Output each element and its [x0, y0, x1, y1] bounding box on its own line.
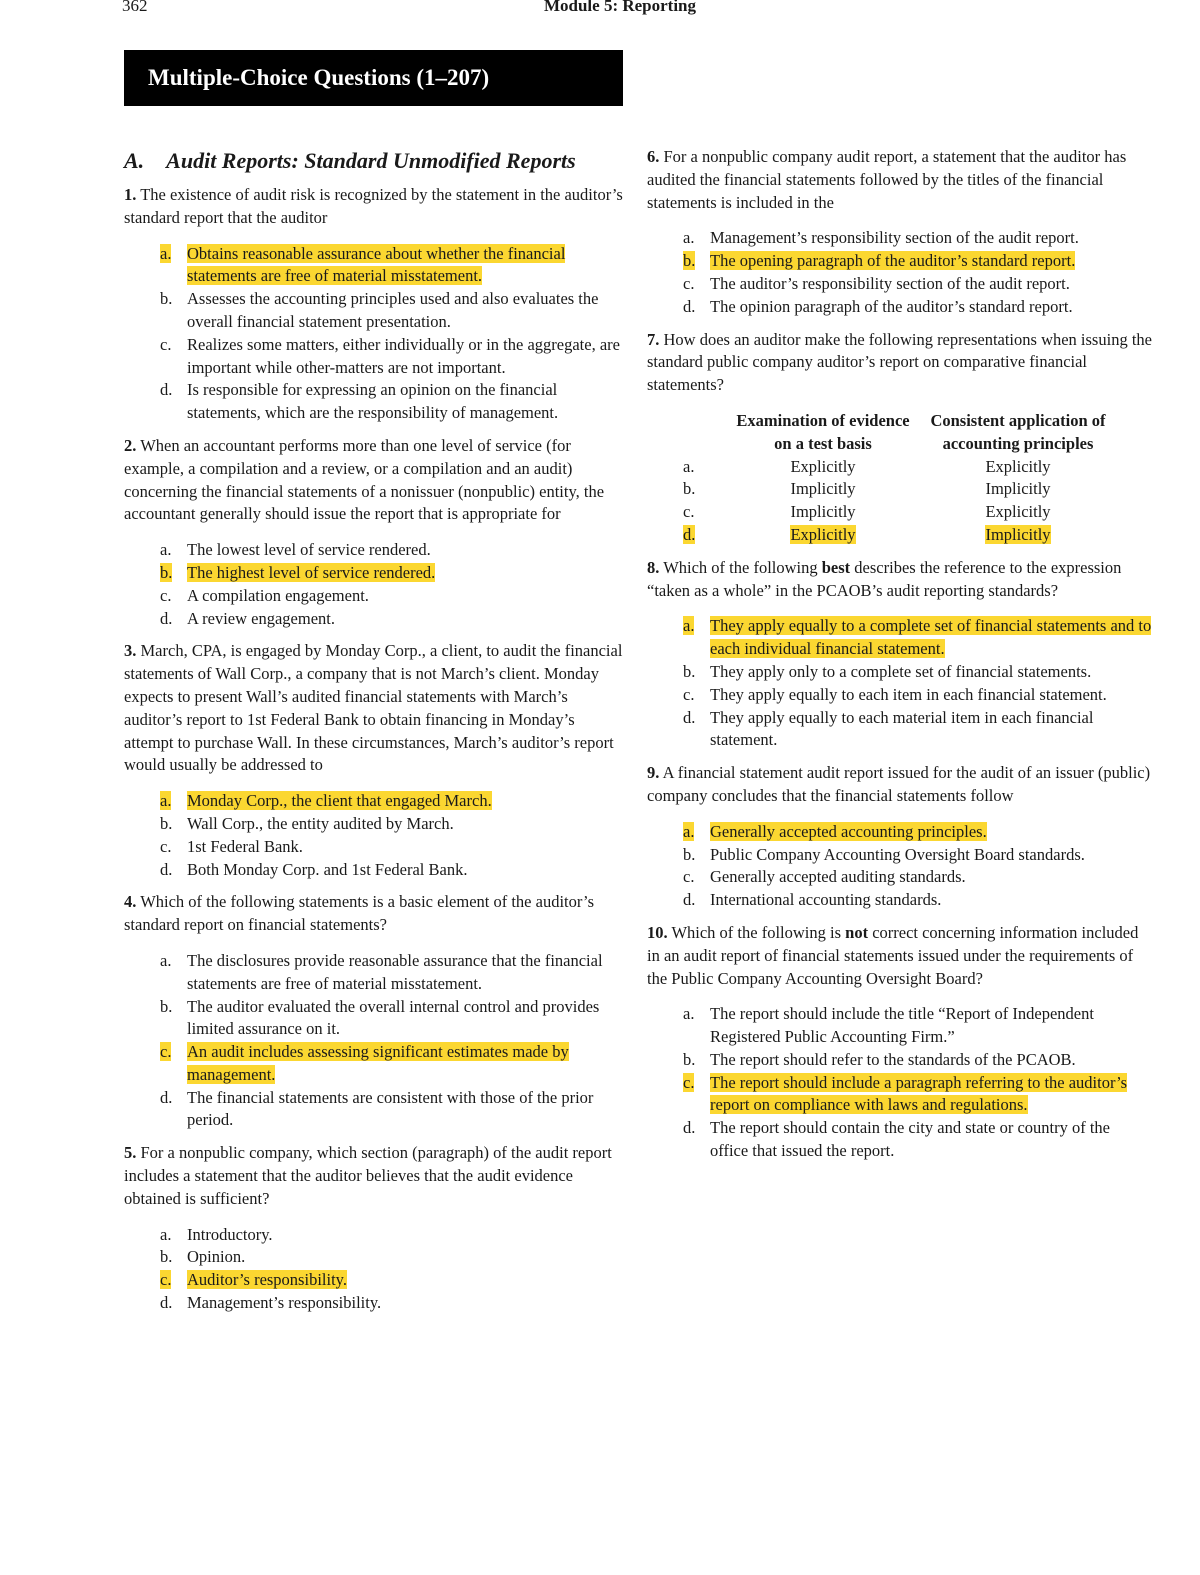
- option-text-highlighted: The report should include a paragraph referring to the auditor’s report on compliance with laws and regulations.: [710, 1072, 1128, 1115]
- option-text: The auditor evaluated the overall internal control and provides limited assurance on it.: [187, 996, 600, 1039]
- option-letter: c.: [160, 1270, 172, 1290]
- option-text-highlighted: The opening paragraph of the auditor’s standard report.: [710, 251, 1076, 271]
- table-cell: Implicitly: [790, 479, 856, 499]
- table-row: [683, 478, 1123, 501]
- option-b: [160, 1246, 624, 1269]
- option-letter: a.: [160, 950, 172, 970]
- option-letter: c.: [683, 273, 695, 293]
- option-letter: a.: [683, 616, 695, 636]
- option-letter: b.: [160, 562, 173, 582]
- table-cell: Implicitly: [790, 502, 856, 522]
- option-text-highlighted: An audit includes assessing significant estimates made by management.: [187, 1042, 569, 1084]
- option-text: Opinion.: [187, 1247, 246, 1267]
- option-letter: c.: [160, 334, 172, 354]
- question-9-options: [647, 821, 1152, 912]
- option-letter: d.: [160, 1293, 173, 1313]
- question-number: 7.: [647, 329, 660, 349]
- option-letter: b.: [683, 844, 696, 864]
- left-column: [124, 146, 624, 1325]
- option-text: They apply only to a complete set of financial statements.: [710, 661, 1092, 681]
- option-letter: c.: [160, 1042, 172, 1062]
- option-text: Both Monday Corp. and 1st Federal Bank.: [187, 859, 468, 879]
- option-b: [160, 996, 624, 1042]
- option-text-highlighted: The highest level of service rendered.: [187, 562, 436, 582]
- option-text: International accounting standards.: [710, 890, 942, 910]
- table-row-highlighted: [683, 524, 1123, 547]
- option-letter: a.: [683, 821, 695, 841]
- question-3-options: [124, 790, 624, 881]
- option-text: Generally accepted auditing standards.: [710, 867, 966, 887]
- question-stem: March, CPA, is engaged by Monday Corp., a client, to audit the financial statements of Wall Corp., a company that is not March’s client. Monday expects to present Wall’s audited financial statements with March’s auditor’s report to 1st Federal Bank to obtain financing in Monday’s attempt to purchase Wall. In these circumstances, March’s auditor’s report would usually be addressed to: [124, 641, 623, 775]
- option-text: They apply equally to each material item in each financial statement.: [710, 707, 1094, 750]
- option-c: [683, 866, 1152, 889]
- option-letter: d.: [160, 1087, 173, 1107]
- option-text: Introductory.: [187, 1224, 273, 1244]
- question-stem: A financial statement audit report issued for the audit of an issuer (public) company concludes that the financial statements follow: [647, 763, 1151, 805]
- option-a: [683, 615, 1152, 661]
- option-letter: a.: [160, 243, 172, 263]
- option-text: A review engagement.: [187, 608, 335, 628]
- option-d: [160, 379, 624, 425]
- question-4-options: [124, 950, 624, 1132]
- option-d: [683, 889, 1152, 912]
- question-3: [124, 640, 624, 777]
- question-stem-pre: Which of the following is: [671, 922, 846, 942]
- option-letter: b.: [160, 1247, 173, 1267]
- question-number: 10.: [647, 922, 668, 942]
- question-number: 3.: [124, 641, 137, 661]
- question-4: [124, 891, 624, 937]
- page-header: [0, 0, 1200, 20]
- question-6-options: [647, 227, 1152, 318]
- question-7: [647, 329, 1152, 397]
- option-text: The auditor’s responsibility section of the audit report.: [710, 273, 1070, 293]
- question-stem: For a nonpublic company, which section (paragraph) of the audit report includes a statement that the auditor believes that the audit evidence obtained is sufficient?: [124, 1143, 612, 1208]
- option-text: Realizes some matters, either individually or in the aggregate, are important while other-matters are not important.: [187, 334, 620, 377]
- question-1-options: [124, 243, 624, 425]
- option-text: Public Company Accounting Oversight Board standards.: [710, 844, 1085, 864]
- running-title: Module 5: Reporting: [543, 0, 697, 15]
- table-header-row: [683, 410, 1123, 456]
- option-text-highlighted: Monday Corp., the client that engaged March.: [187, 791, 492, 811]
- option-b: [160, 288, 624, 334]
- option-d: [160, 608, 624, 631]
- option-a: [160, 243, 624, 289]
- question-stem-post: describes the reference to the expression “taken as a whole” in the PCAOB’s audit reporting standards?: [647, 557, 1122, 600]
- question-8: [647, 557, 1152, 603]
- question-stem: Which of the following statements is a basic element of the auditor’s standard report on financial statements?: [124, 892, 594, 935]
- option-letter: a.: [160, 791, 172, 811]
- question-8-options: [647, 615, 1152, 752]
- option-letter: d.: [683, 1118, 696, 1138]
- option-d: [683, 1117, 1152, 1163]
- option-b: [683, 661, 1152, 684]
- option-a: [160, 1224, 624, 1247]
- question-number: 9.: [647, 763, 660, 783]
- option-letter: b.: [683, 1049, 696, 1069]
- option-letter: d.: [683, 296, 696, 316]
- option-text: They apply equally to each item in each financial statement.: [710, 684, 1107, 704]
- option-d: [683, 296, 1152, 319]
- option-c: [160, 1269, 624, 1292]
- question-number: 2.: [124, 435, 137, 455]
- question-number: 5.: [124, 1143, 137, 1163]
- option-c: [683, 273, 1152, 296]
- option-a: [683, 821, 1152, 844]
- page-number: 362: [122, 0, 148, 15]
- option-text: 1st Federal Bank.: [187, 836, 303, 856]
- option-d: [683, 707, 1152, 753]
- column-header: Examination of evidence on a test basis: [736, 410, 910, 453]
- option-letter: b.: [683, 661, 696, 681]
- question-stem: The existence of audit risk is recognized by the statement in the auditor’s standard report that the auditor: [124, 185, 623, 227]
- table-cell: Explicitly: [790, 524, 856, 544]
- option-letter: d.: [160, 608, 173, 628]
- option-text: The opinion paragraph of the auditor’s standard report.: [710, 296, 1073, 316]
- option-b: [683, 1049, 1152, 1072]
- option-letter: b.: [683, 251, 696, 271]
- option-d: [160, 1087, 624, 1133]
- option-letter: c.: [160, 585, 172, 605]
- option-text-highlighted: Obtains reasonable assurance about whether the financial statements are free of material misstatement.: [187, 243, 566, 286]
- option-c: [160, 334, 624, 380]
- option-text: The report should contain the city and state or country of the office that issued the report.: [710, 1118, 1111, 1161]
- option-text: A compilation engagement.: [187, 585, 369, 605]
- option-text: Assesses the accounting principles used and also evaluates the overall financial statement presentation.: [187, 289, 599, 331]
- option-letter: b.: [160, 813, 173, 833]
- option-text-highlighted: Generally accepted accounting principles.: [710, 821, 987, 841]
- table-cell: Explicitly: [985, 502, 1051, 522]
- option-text-highlighted: They apply equally to a complete set of financial statements and to each individual financial statement.: [710, 616, 1152, 659]
- option-b: [160, 813, 624, 836]
- row-letter: c.: [683, 502, 695, 522]
- table-cell: Explicitly: [985, 456, 1051, 476]
- option-letter: c.: [160, 836, 172, 856]
- row-letter: a.: [683, 456, 695, 476]
- option-letter: d.: [160, 859, 173, 879]
- option-c: [683, 1072, 1152, 1118]
- question-6: [647, 146, 1152, 214]
- option-c: [160, 836, 624, 859]
- option-text: Is responsible for expressing an opinion on the financial statements, which are the responsibility of management.: [187, 380, 559, 423]
- option-text: The disclosures provide reasonable assurance that the financial statements are free of material misstatement.: [187, 950, 603, 993]
- option-letter: d.: [160, 380, 173, 400]
- option-c: [683, 684, 1152, 707]
- option-letter: a.: [683, 1004, 695, 1024]
- section-banner: Multiple-Choice Questions (1–207): [124, 50, 623, 106]
- question-stem-emphasis: best: [821, 557, 851, 577]
- question-stem: For a nonpublic company audit report, a statement that the auditor has audited the financial statements followed by the titles of the financial statements is included in the: [647, 147, 1127, 212]
- option-d: [160, 1292, 624, 1315]
- option-c: [160, 1041, 624, 1087]
- table-cell: Explicitly: [790, 456, 856, 476]
- option-text: The report should include the title “Report of Independent Registered Public Accounting Firm.”: [710, 1004, 1094, 1047]
- option-text: The lowest level of service rendered.: [187, 540, 431, 560]
- option-letter: c.: [683, 684, 695, 704]
- option-a: [160, 790, 624, 813]
- section-heading: A. Audit Reports: Standard Unmodified Reports: [124, 148, 576, 173]
- question-10-options: [647, 1003, 1152, 1163]
- option-letter: b.: [160, 289, 173, 309]
- option-letter: a.: [683, 228, 695, 248]
- right-column: [647, 146, 1152, 1173]
- table-cell: Implicitly: [985, 479, 1051, 499]
- option-a: [683, 1003, 1152, 1049]
- question-5: [124, 1142, 624, 1210]
- option-letter: a.: [160, 1224, 172, 1244]
- table-row: [683, 456, 1123, 479]
- question-stem-post: correct concerning information included in an audit report of financial statements issued under the requirements of the Public Company Accounting Oversight Board?: [647, 922, 1139, 988]
- question-number: 1.: [124, 185, 137, 204]
- question-9: [647, 762, 1152, 808]
- option-text: The financial statements are consistent with those of the prior period.: [187, 1087, 594, 1130]
- option-letter: c.: [683, 1072, 695, 1092]
- question-1: [124, 184, 624, 230]
- option-letter: c.: [683, 867, 695, 887]
- option-text: The report should refer to the standards of the PCAOB.: [710, 1049, 1076, 1069]
- table-row: [683, 501, 1123, 524]
- row-letter: b.: [683, 479, 696, 499]
- question-number: 4.: [124, 892, 137, 912]
- option-letter: d.: [683, 707, 696, 727]
- option-letter: b.: [160, 996, 173, 1016]
- option-a: [683, 227, 1152, 250]
- option-b: [683, 250, 1152, 273]
- column-header: Consistent application of accounting principles: [930, 410, 1106, 453]
- table-cell: Implicitly: [985, 524, 1051, 544]
- question-number: 6.: [647, 147, 660, 166]
- option-b: [683, 844, 1152, 867]
- question-2: [124, 435, 624, 526]
- question-7-table: [683, 410, 1123, 547]
- option-letter: a.: [160, 540, 172, 560]
- option-text: Management’s responsibility section of the audit report.: [710, 228, 1079, 248]
- option-a: [160, 539, 624, 562]
- question-10: [647, 922, 1152, 990]
- question-stem: How does an auditor make the following representations when issuing the standard public company auditor’s report on comparative financial statements?: [647, 329, 1152, 395]
- question-stem-emphasis: not: [845, 922, 869, 942]
- option-b: [160, 562, 624, 585]
- option-d: [160, 859, 624, 882]
- row-letter: d.: [683, 524, 696, 544]
- option-letter: d.: [683, 890, 696, 910]
- question-stem: When an accountant performs more than one level of service (for example, a compilation and a review, or a compilation and an audit) concerning the financial statements of a nonissuer (nonpublic) entity, the accountant generally should issue the report that is appropriate for: [124, 435, 605, 524]
- option-text: Wall Corp., the entity audited by March.: [187, 813, 454, 833]
- option-c: [160, 585, 624, 608]
- question-5-options: [124, 1224, 624, 1315]
- question-number: 8.: [647, 557, 660, 577]
- option-a: [160, 950, 624, 996]
- question-stem-pre: Which of the following: [663, 557, 822, 577]
- option-text-highlighted: Auditor’s responsibility.: [187, 1270, 347, 1290]
- option-text: Management’s responsibility.: [187, 1293, 382, 1313]
- question-2-options: [124, 539, 624, 630]
